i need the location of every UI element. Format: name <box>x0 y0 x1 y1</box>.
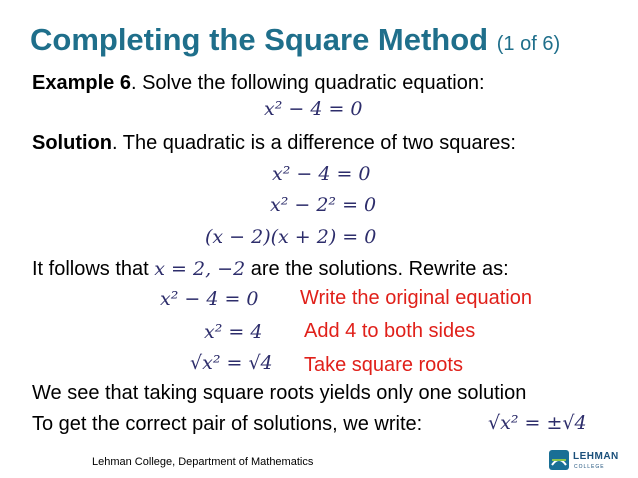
get-line-text: To get the correct pair of solutions, we write: <box>32 413 423 435</box>
follows-math: x = 2, −2 <box>154 258 246 280</box>
footer <box>92 456 313 468</box>
get-line-equation: √x² = ±√4 <box>488 412 587 434</box>
equation-1-text: x² − 4 = 0 <box>264 98 363 120</box>
equation-1 <box>264 98 363 120</box>
get-line-math <box>488 412 587 434</box>
solution-text: . The quadratic is a difference of two squares: <box>111 132 516 154</box>
step-2-note <box>304 320 475 343</box>
step-3-math <box>190 352 273 374</box>
logo-sub: COLLEGE <box>574 464 605 470</box>
follows-line <box>32 258 509 281</box>
step-3-note-text: Take square roots <box>304 354 463 376</box>
slide-title <box>30 22 560 58</box>
equation-3-text: x² − 2² = 0 <box>270 194 377 216</box>
step-1-math <box>160 288 259 310</box>
footer-text: Lehman College, Department of Mathematics <box>92 456 314 468</box>
step-1-note-text: Write the original equation <box>300 287 532 309</box>
equation-4-text: (x − 2)(x + 2) = 0 <box>205 226 377 248</box>
step-1-note <box>300 287 532 310</box>
example-line <box>32 72 485 95</box>
follows-after: are the solutions. Rewrite as: <box>245 258 509 280</box>
example-label: Example 6 <box>32 72 131 94</box>
step-1-equation: x² − 4 = 0 <box>160 288 259 310</box>
step-2-math <box>204 321 262 343</box>
see-line <box>32 382 526 405</box>
see-line-text: We see that taking square roots yields only one solution <box>32 382 527 404</box>
college-logo-icon <box>548 449 570 471</box>
example-text: . Solve the following quadratic equation: <box>130 72 485 94</box>
step-2-equation: x² = 4 <box>204 321 263 343</box>
equation-3 <box>270 194 376 216</box>
get-line <box>32 413 422 436</box>
solution-label: Solution <box>32 132 112 154</box>
title-main: Completing the Square Method <box>30 22 489 57</box>
equation-2 <box>272 163 371 185</box>
logo-name: LEHMAN <box>573 451 619 462</box>
solution-line <box>32 132 516 155</box>
step-3-equation: √x² = √4 <box>190 352 273 374</box>
equation-2-text: x² − 4 = 0 <box>272 163 371 185</box>
step-2-note-text: Add 4 to both sides <box>304 320 476 342</box>
college-logo <box>548 447 618 473</box>
equation-4 <box>205 226 376 248</box>
title-page-count: (1 of 6) <box>496 33 561 55</box>
step-3-note <box>304 354 463 377</box>
follows-before: It follows that <box>32 258 155 280</box>
